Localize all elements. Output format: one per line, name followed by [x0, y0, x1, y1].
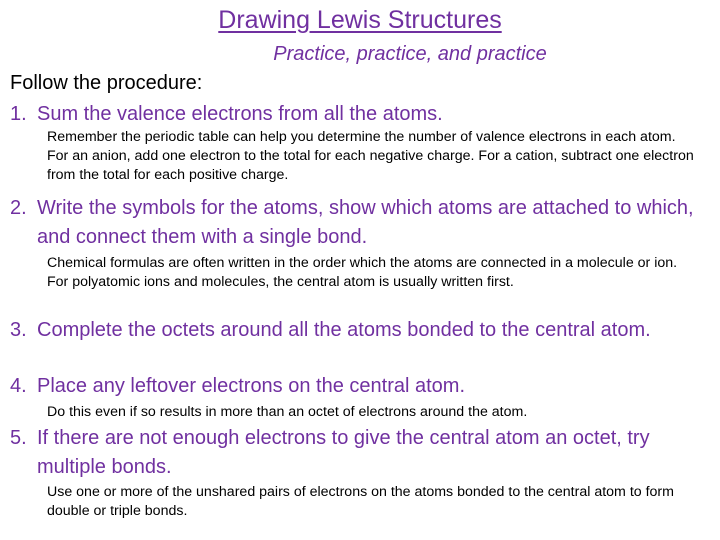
step-4-note: Do this even if so results in more than an octet of electrons around the atom. [47, 404, 528, 420]
step-4 [10, 372, 710, 401]
step-text: If there are not enough electrons to give the central atom an octet, try multiple bonds. [37, 427, 650, 478]
slide-subtitle: Practice, practice, and practice [273, 43, 547, 65]
step-number: 4. [10, 375, 27, 397]
step-3 [10, 316, 710, 345]
step-number: 1. [10, 103, 27, 125]
step-number: 2. [10, 197, 27, 219]
step-text: Sum the valence electrons from all the atoms. [37, 103, 443, 125]
step-text: Place any leftover electrons on the central atom. [37, 375, 466, 397]
step-text: Write the symbols for the atoms, show which atoms are attached to which, and connect them with a single bond. [37, 197, 694, 248]
step-2 [10, 194, 710, 252]
intro-text: Follow the procedure: [10, 72, 203, 94]
step-number: 3. [10, 319, 27, 341]
step-number: 5. [10, 427, 27, 449]
step-2-note: Chemical formulas are often written in the order which the atoms are connected in a molecule or ion. For polyatomic ions and molecules, the central atom is usually written first. [47, 255, 678, 290]
slide-title: Drawing Lewis Structures [218, 6, 502, 34]
step-5-note: Use one or more of the unshared pairs of electrons on the atoms bonded to the central atom to form double or triple bonds. [47, 484, 674, 519]
step-1-note: Remember the periodic table can help you determine the number of valence electrons in each atom. For an anion, add one electron to the total for each negative charge. For a cation, subtract one electron from the total for each positive charge. [47, 129, 694, 183]
step-text: Complete the octets around all the atoms bonded to the central atom. [37, 319, 651, 341]
step-5 [10, 424, 710, 482]
step-1 [10, 100, 710, 129]
